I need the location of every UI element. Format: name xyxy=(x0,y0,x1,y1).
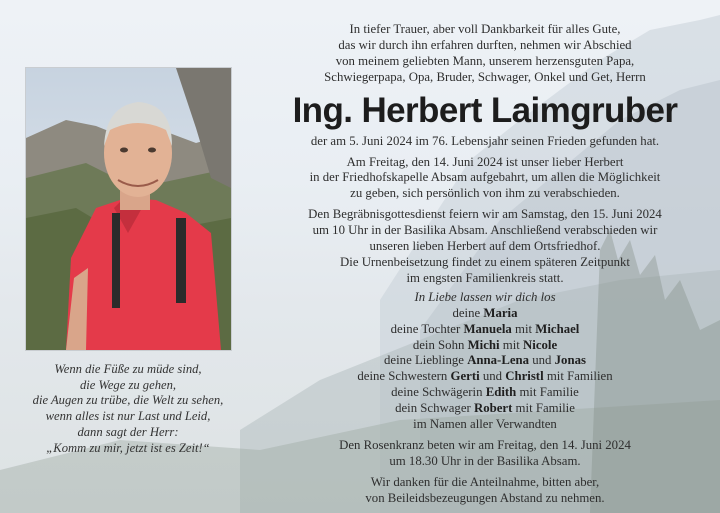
funeral-line: um 10 Uhr in der Basilika Absam. Anschließend verabschieden wir xyxy=(312,223,658,238)
mourner-text: dein Sohn xyxy=(412,337,468,352)
funeral-line: Die Urnenbeisetzung findet zu einem späteren Zeitpunkt xyxy=(340,254,630,269)
mourner-name: Anna-Lena xyxy=(467,353,530,368)
memorial-poem xyxy=(8,362,248,456)
poem-line: dann sagt der Herr: xyxy=(77,424,179,439)
mourners-intro: In Liebe lassen wir dich los xyxy=(414,289,556,304)
mourner-text: mit Familie xyxy=(516,385,579,400)
viewing-line: in der Friedhofskapelle Absam aufgebahrt, um allen die Möglichkeit xyxy=(309,170,661,185)
viewing-line: Am Freitag, den 14. Juni 2024 ist unser lieber Herbert xyxy=(346,154,624,169)
mourner-line xyxy=(255,417,715,433)
viewing-line: zu geben, sich persönlich von ihm zu verabschieden. xyxy=(350,186,620,201)
intro-line: In tiefer Trauer, aber voll Dankbarkeit für alles Gute, xyxy=(349,22,621,36)
mourner-text: dein Schwager xyxy=(395,401,474,416)
mourner-line xyxy=(255,353,715,369)
intro-line: von meinem geliebten Mann, unserem herzensguten Papa, xyxy=(335,53,635,68)
poem-line: die Augen zu trübe, die Welt zu sehen, xyxy=(32,393,224,408)
intro-line: Schwiegerpapa, Opa, Bruder, Schwager, Onkel und Get, Herrn xyxy=(324,69,646,84)
funeral-line: Den Begräbnisgottesdienst feiern wir am Samstag, den 15. Juni 2024 xyxy=(308,207,662,222)
mourner-line xyxy=(255,338,715,354)
mourner-line xyxy=(255,306,715,322)
mourner-name: Gerti xyxy=(450,369,480,384)
mourner-text: deine Schwägerin xyxy=(391,385,486,400)
mourner-name: Jonas xyxy=(554,353,586,368)
mourner-text: mit Familien xyxy=(543,369,613,384)
mourner-text: im Namen aller Verwandten xyxy=(413,417,557,432)
poem-line: Wenn die Füße zu müde sind, xyxy=(54,362,202,376)
portrait-illustration xyxy=(26,68,231,350)
funeral-line: im engsten Familienkreis statt. xyxy=(406,270,564,285)
mourner-name: Michi xyxy=(467,337,500,352)
mourner-line xyxy=(255,401,715,417)
poem-line: „Komm zu mir, jetzt ist es Zeit!“ xyxy=(46,440,210,455)
mourner-text: und xyxy=(529,353,555,368)
mourner-text: deine xyxy=(452,305,484,320)
mourner-text: deine Lieblinge xyxy=(384,353,468,368)
mourner-name: Nicole xyxy=(523,337,558,352)
mourner-name: Edith xyxy=(485,385,517,400)
mourner-name: Maria xyxy=(483,305,518,320)
mourner-text: mit xyxy=(499,337,524,352)
portrait-photo xyxy=(25,67,232,351)
mourner-text: und xyxy=(479,369,506,384)
poem-line: die Wege zu gehen, xyxy=(79,377,177,392)
mourner-text: deine Schwestern xyxy=(357,369,451,384)
obituary-text xyxy=(255,22,715,507)
mourner-text: deine Tochter xyxy=(390,321,464,336)
rosary-line: um 18.30 Uhr in der Basilika Absam. xyxy=(389,453,581,468)
thanks-line: von Beileidsbezeugungen Abstand zu nehmen. xyxy=(365,490,605,505)
mourner-line xyxy=(255,385,715,401)
mourner-line xyxy=(255,322,715,338)
poem-line: wenn alles ist nur Last und Leid, xyxy=(45,409,211,424)
rosary-line: Den Rosenkranz beten wir am Freitag, den 14. Juni 2024 xyxy=(339,437,631,452)
mourner-line xyxy=(255,369,715,385)
death-line: der am 5. Juni 2024 im 76. Lebensjahr seinen Frieden gefunden hat. xyxy=(310,133,660,148)
deceased-name: Ing. Herbert Laimgruber xyxy=(292,90,678,130)
mourner-name: Manuela xyxy=(463,321,512,336)
mourner-text: mit xyxy=(511,321,536,336)
mourner-text: mit Familie xyxy=(512,401,575,416)
mourner-name: Michael xyxy=(535,321,580,336)
intro-line: das wir durch ihn erfahren durften, nehmen wir Abschied xyxy=(338,37,632,52)
funeral-line: unseren lieben Herbert auf dem Ortsfriedhof. xyxy=(369,239,601,254)
thanks-line: Wir danken für die Anteilnahme, bitten aber, xyxy=(370,474,600,489)
mourner-name: Robert xyxy=(473,401,513,416)
mourner-name: Christl xyxy=(505,369,544,384)
